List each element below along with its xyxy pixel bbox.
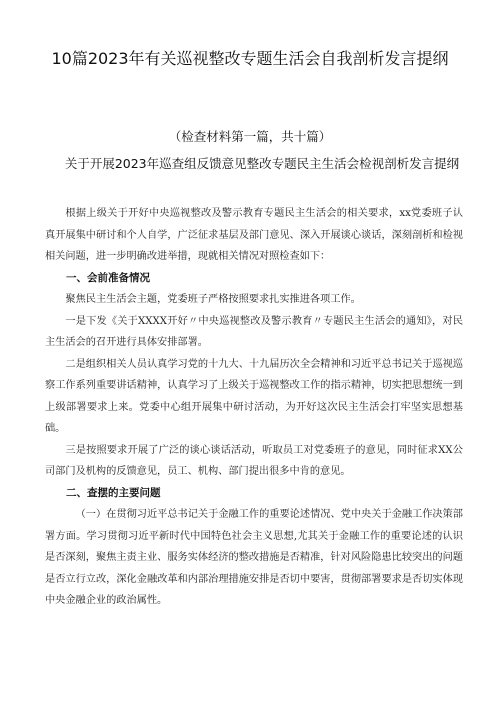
document-subtitle: 关于开展2023年巡查组反馈意见整改专题民主生活会检视剖析发言提纲 [64, 156, 460, 171]
document-note: （检查材料第一篇，共十篇） [168, 129, 332, 144]
section-heading-problems: 二、查摆的主要问题 [66, 486, 161, 499]
paragraph: 二是组织相关人员认真学习党的十九大、十九届历次全会精神和习近平总书记关于巡视巡察工作系列重要讲话精神，认真学习了上级关于巡视整改工作的指示精神，切实把思想统一到上级部署要求上来。党委中心组开展集中研讨活动，为开好这次民主生活会打牢坚实思想基础。 [45, 358, 463, 434]
document-title: 10篇2023年有关巡视整改专题生活会自我剖析发言提纲 [51, 49, 449, 68]
paragraph: 三是按照要求开展了广泛的谈心谈话活动，听取员工对党委班子的意见，同时征求XX公司部门及机构的反馈意见，员工、机构、部门提出很多中肯的意见。 [45, 444, 463, 477]
intro-paragraph: 根据上级关于开好中央巡视整改及警示教育专题民主生活会的相关要求，xx党委班子认真开展集中研讨和个人自学，广泛征求基层及部门意见、深入开展谈心谈话，深刻剖析和检视相关问题，进一步明确改进举措，现就相关情况对照检查如下： [45, 208, 463, 262]
section-heading-preparation: 一、会前准备情况 [66, 271, 150, 284]
document-body [45, 203, 463, 612]
paragraph: 聚焦民主生活会主题，党委班子严格按照要求扎实推进各项工作。 [65, 294, 361, 305]
paragraph: （一）在贯彻习近平总书记关于金融工作的重要论述情况、党中央关于金融工作决策部署方面。学习贯彻习近平新时代中国特色社会主义思想,尤其关于金融工作的重要论述的认识是否深刻，聚焦主责主业、服务实体经济的整改措施是否精准，针对风险隐患比较突出的问题是否立行立改，深化金融改革和内部治理措施安排是否切中要害，贯彻部署要求是否切实体现中央金融企业的政治属性。 [45, 509, 463, 606]
paragraph: 一是下发《关于XXXX开好〃中央巡视整改及警示教育〃专题民主生活会的通知》，对民主生活会的召开进行具体安排部署。 [45, 315, 463, 348]
